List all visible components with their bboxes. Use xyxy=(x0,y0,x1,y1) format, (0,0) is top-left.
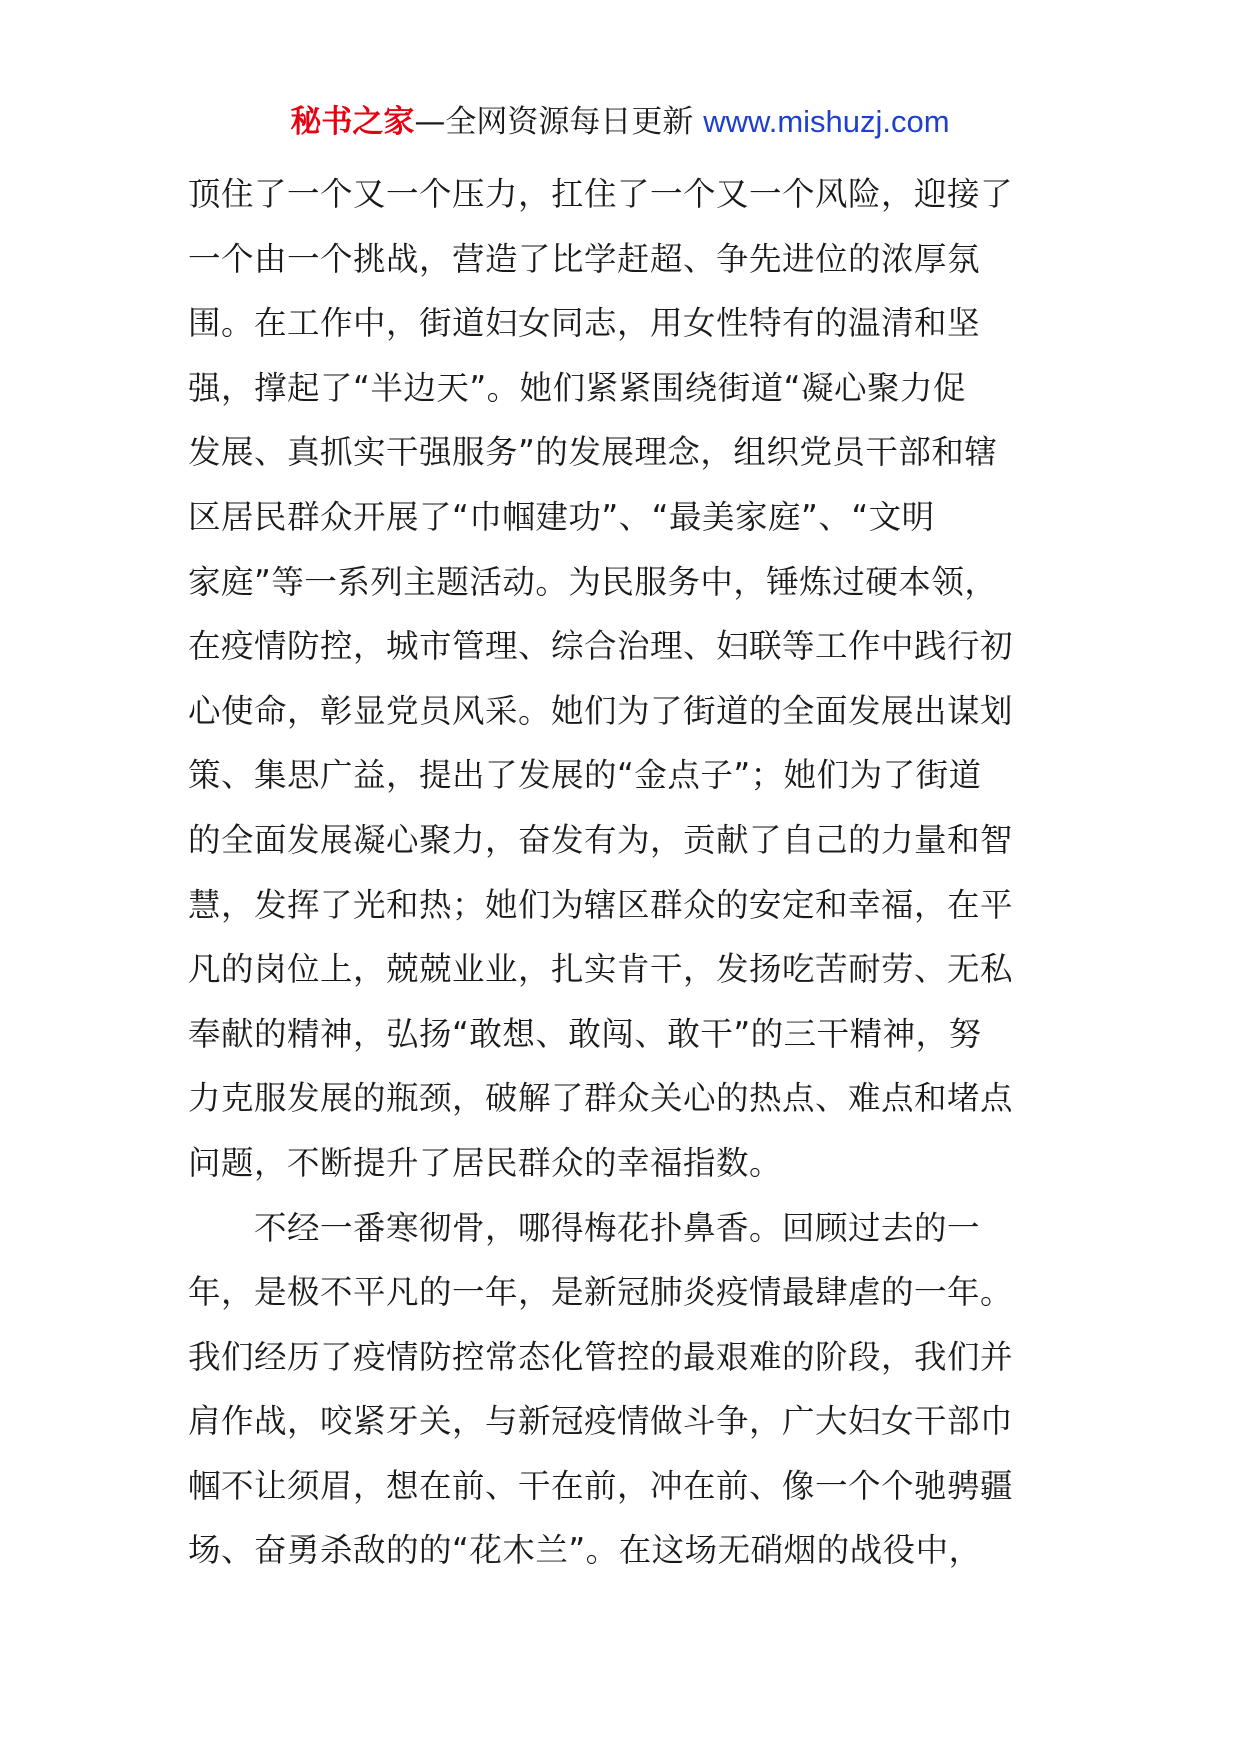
site-brand: 秘书之家 xyxy=(290,104,415,140)
text-line: 问题，不断提升了居民群众的幸福指数。 xyxy=(188,1143,783,1182)
text-line: 奉献的精神，弘扬“敢想、敢闯、敢干”的三干精神，努 xyxy=(188,1014,982,1053)
site-tagline: —全网资源每日更新 xyxy=(414,104,694,140)
text-line: 凡的岗位上，兢兢业业，扎实肯干，发扬吃苦耐劳、无私 xyxy=(188,950,1014,989)
text-line: 力克服发展的瓶颈，破解了群众关心的热点、难点和堵点 xyxy=(188,1079,1014,1118)
text-line: 策、集思广益，提出了发展的“金点子”；她们为了街道 xyxy=(188,756,982,795)
paragraph-start-line: 不经一番寒彻骨，哪得梅花扑鼻香。回顾过去的一 xyxy=(254,1208,981,1247)
text-line: 发展、真抓实干强服务”的发展理念，组织党员干部和辖 xyxy=(188,433,998,472)
text-line: 心使命，彰显党员风采。她们为了街道的全面发展出谋划 xyxy=(188,691,1014,730)
text-line: 强，撑起了“半边天”。她们紧紧围绕街道“凝心聚力促 xyxy=(188,368,967,407)
document-body xyxy=(188,162,1068,1583)
text-line: 顶住了一个又一个压力，扛住了一个又一个风险，迎接了 xyxy=(188,175,1014,213)
site-url-link[interactable]: www.mishuzj.com xyxy=(703,104,950,139)
text-line: 围。在工作中，街道妇女同志，用女性特有的温清和坚 xyxy=(188,304,981,343)
text-line: 我们经历了疫情防控常态化管控的最艰难的阶段，我们并 xyxy=(188,1337,1014,1376)
text-line: 区居民群众开展了“巾帼建功”、“最美家庭”、“文明 xyxy=(188,497,935,536)
text-line: 一个由一个挑战，营造了比学赶超、争先进位的浓厚氛 xyxy=(188,239,981,278)
text-line: 场、奋勇杀敌的的“花木兰”。在这场无硝烟的战役中， xyxy=(188,1531,982,1570)
site-header xyxy=(0,100,1240,144)
text-line: 在疫情防控，城市管理、综合治理、妇联等工作中践行初 xyxy=(188,627,1014,666)
text-line: 家庭”等一系列主题活动。为民服务中，锤炼过硬本领， xyxy=(188,562,998,601)
text-line: 帼不让须眉，想在前、干在前，冲在前、像一个个驰骋疆 xyxy=(188,1466,1014,1505)
text-line: 年，是极不平凡的一年，是新冠肺炎疫情最肆虐的一年。 xyxy=(188,1273,1014,1312)
text-line: 慧，发挥了光和热；她们为辖区群众的安定和幸福，在平 xyxy=(188,885,1014,924)
text-line: 的全面发展凝心聚力，奋发有为，贡献了自己的力量和智 xyxy=(188,820,1014,859)
text-line: 肩作战，咬紧牙关，与新冠疫情做斗争，广大妇女干部巾 xyxy=(188,1402,1014,1441)
